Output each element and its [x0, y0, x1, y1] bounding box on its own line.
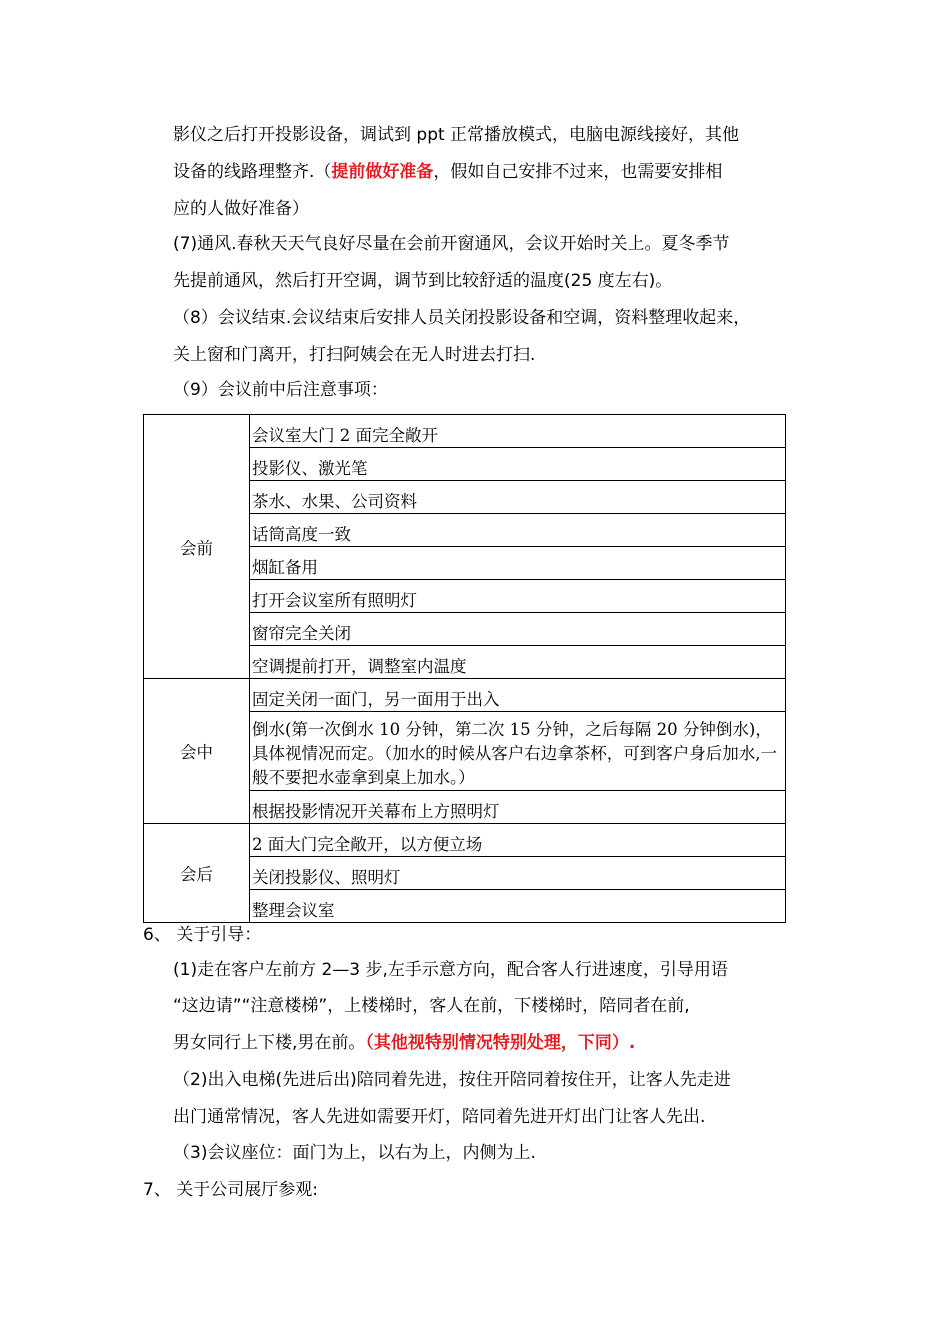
- checklist-item: 2 面大门完全敞开，以方便立场: [250, 824, 786, 857]
- phase-before: 会前: [144, 415, 250, 679]
- section-7-heading: 7、 关于公司展厅参观:: [143, 1180, 318, 1200]
- phase-after: 会后: [144, 824, 250, 923]
- guide-line-3: [173, 1033, 635, 1053]
- checklist-item: 会议室大门 2 面完全敞开: [250, 415, 786, 448]
- guide-line-3-start: 男女同行上下楼,男在前。: [173, 1033, 366, 1053]
- intro-line-3: 应的人做好准备）: [173, 199, 309, 219]
- checklist-item: 空调提前打开，调整室内温度: [250, 646, 786, 679]
- section-6-heading: 6、 关于引导：: [143, 925, 262, 945]
- checklist-item: 茶水、水果、公司资料: [250, 481, 786, 514]
- guide-line-1: (1)走在客户左前方 2—3 步,左手示意方向，配合客人行进速度，引导用语: [173, 960, 728, 980]
- highlight-prepare: 提前做好准备: [331, 162, 434, 182]
- checklist-item: 固定关闭一面门，另一面用于出入: [250, 679, 786, 712]
- meeting-end-line-2: 关上窗和门离开，打扫阿姨会在无人时进去打扫.: [173, 345, 536, 365]
- ventilation-line-1: (7)通风.春秋天天气良好尽量在会前开窗通风，会议开始时关上。夏冬季节: [173, 234, 730, 254]
- checklist-item: 烟缸备用: [250, 547, 786, 580]
- intro-line-2-end: ，假如自己安排不过来，也需要安排相: [433, 162, 723, 182]
- checklist-item: 打开会议室所有照明灯: [250, 580, 786, 613]
- elevator-line-2: 出门通常情况，客人先进如需要开灯，陪同着先进开灯出门让客人先出.: [173, 1107, 706, 1127]
- intro-line-2-start: 设备的线路理整齐.（: [173, 162, 332, 182]
- notes-intro: （9）会议前中后注意事项：: [173, 380, 388, 400]
- checklist-item: 话筒高度一致: [250, 514, 786, 547]
- elevator-line-1: （2)出入电梯(先进后出)陪同着先进，按住开陪同着按住开，让客人先走进: [173, 1070, 731, 1090]
- seating-line: （3)会议座位：面门为上，以右为上，内侧为上.: [173, 1143, 536, 1163]
- intro-line-2: [173, 162, 722, 182]
- intro-line-1: 影仪之后打开投影设备，调试到 ppt 正常播放模式，电脑电源线接好，其他: [173, 125, 740, 145]
- guide-line-2: “这边请”“注意楼梯”，上楼梯时，客人在前，下楼梯时，陪同者在前,: [173, 996, 690, 1016]
- checklist-item: 根据投影情况开关幕布上方照明灯: [250, 791, 786, 824]
- checklist-item: 投影仪、激光笔: [250, 448, 786, 481]
- checklist-item: 窗帘完全关闭: [250, 613, 786, 646]
- checklist-item: 关闭投影仪、照明灯: [250, 857, 786, 890]
- ventilation-line-2: 先提前通风，然后打开空调，调节到比较舒适的温度(25 度左右)。: [173, 271, 673, 291]
- checklist-item: 倒水(第一次倒水 10 分钟，第二次 15 分钟，之后每隔 20 分钟倒水)，具体视情况而定。（加水的时候从客户右边拿茶杯，可到客户身后加水,一般不要把水壶拿到桌上加水。）: [250, 712, 786, 791]
- meeting-checklist-table: [143, 414, 786, 923]
- checklist-item: 整理会议室: [250, 890, 786, 923]
- phase-during: 会中: [144, 679, 250, 824]
- highlight-special-cases: （其他视特别情况特别处理，下同）.: [365, 1033, 636, 1053]
- meeting-end-line-1: （8）会议结束.会议结束后安排人员关闭投影设备和空调，资料整理收起来，: [173, 308, 751, 328]
